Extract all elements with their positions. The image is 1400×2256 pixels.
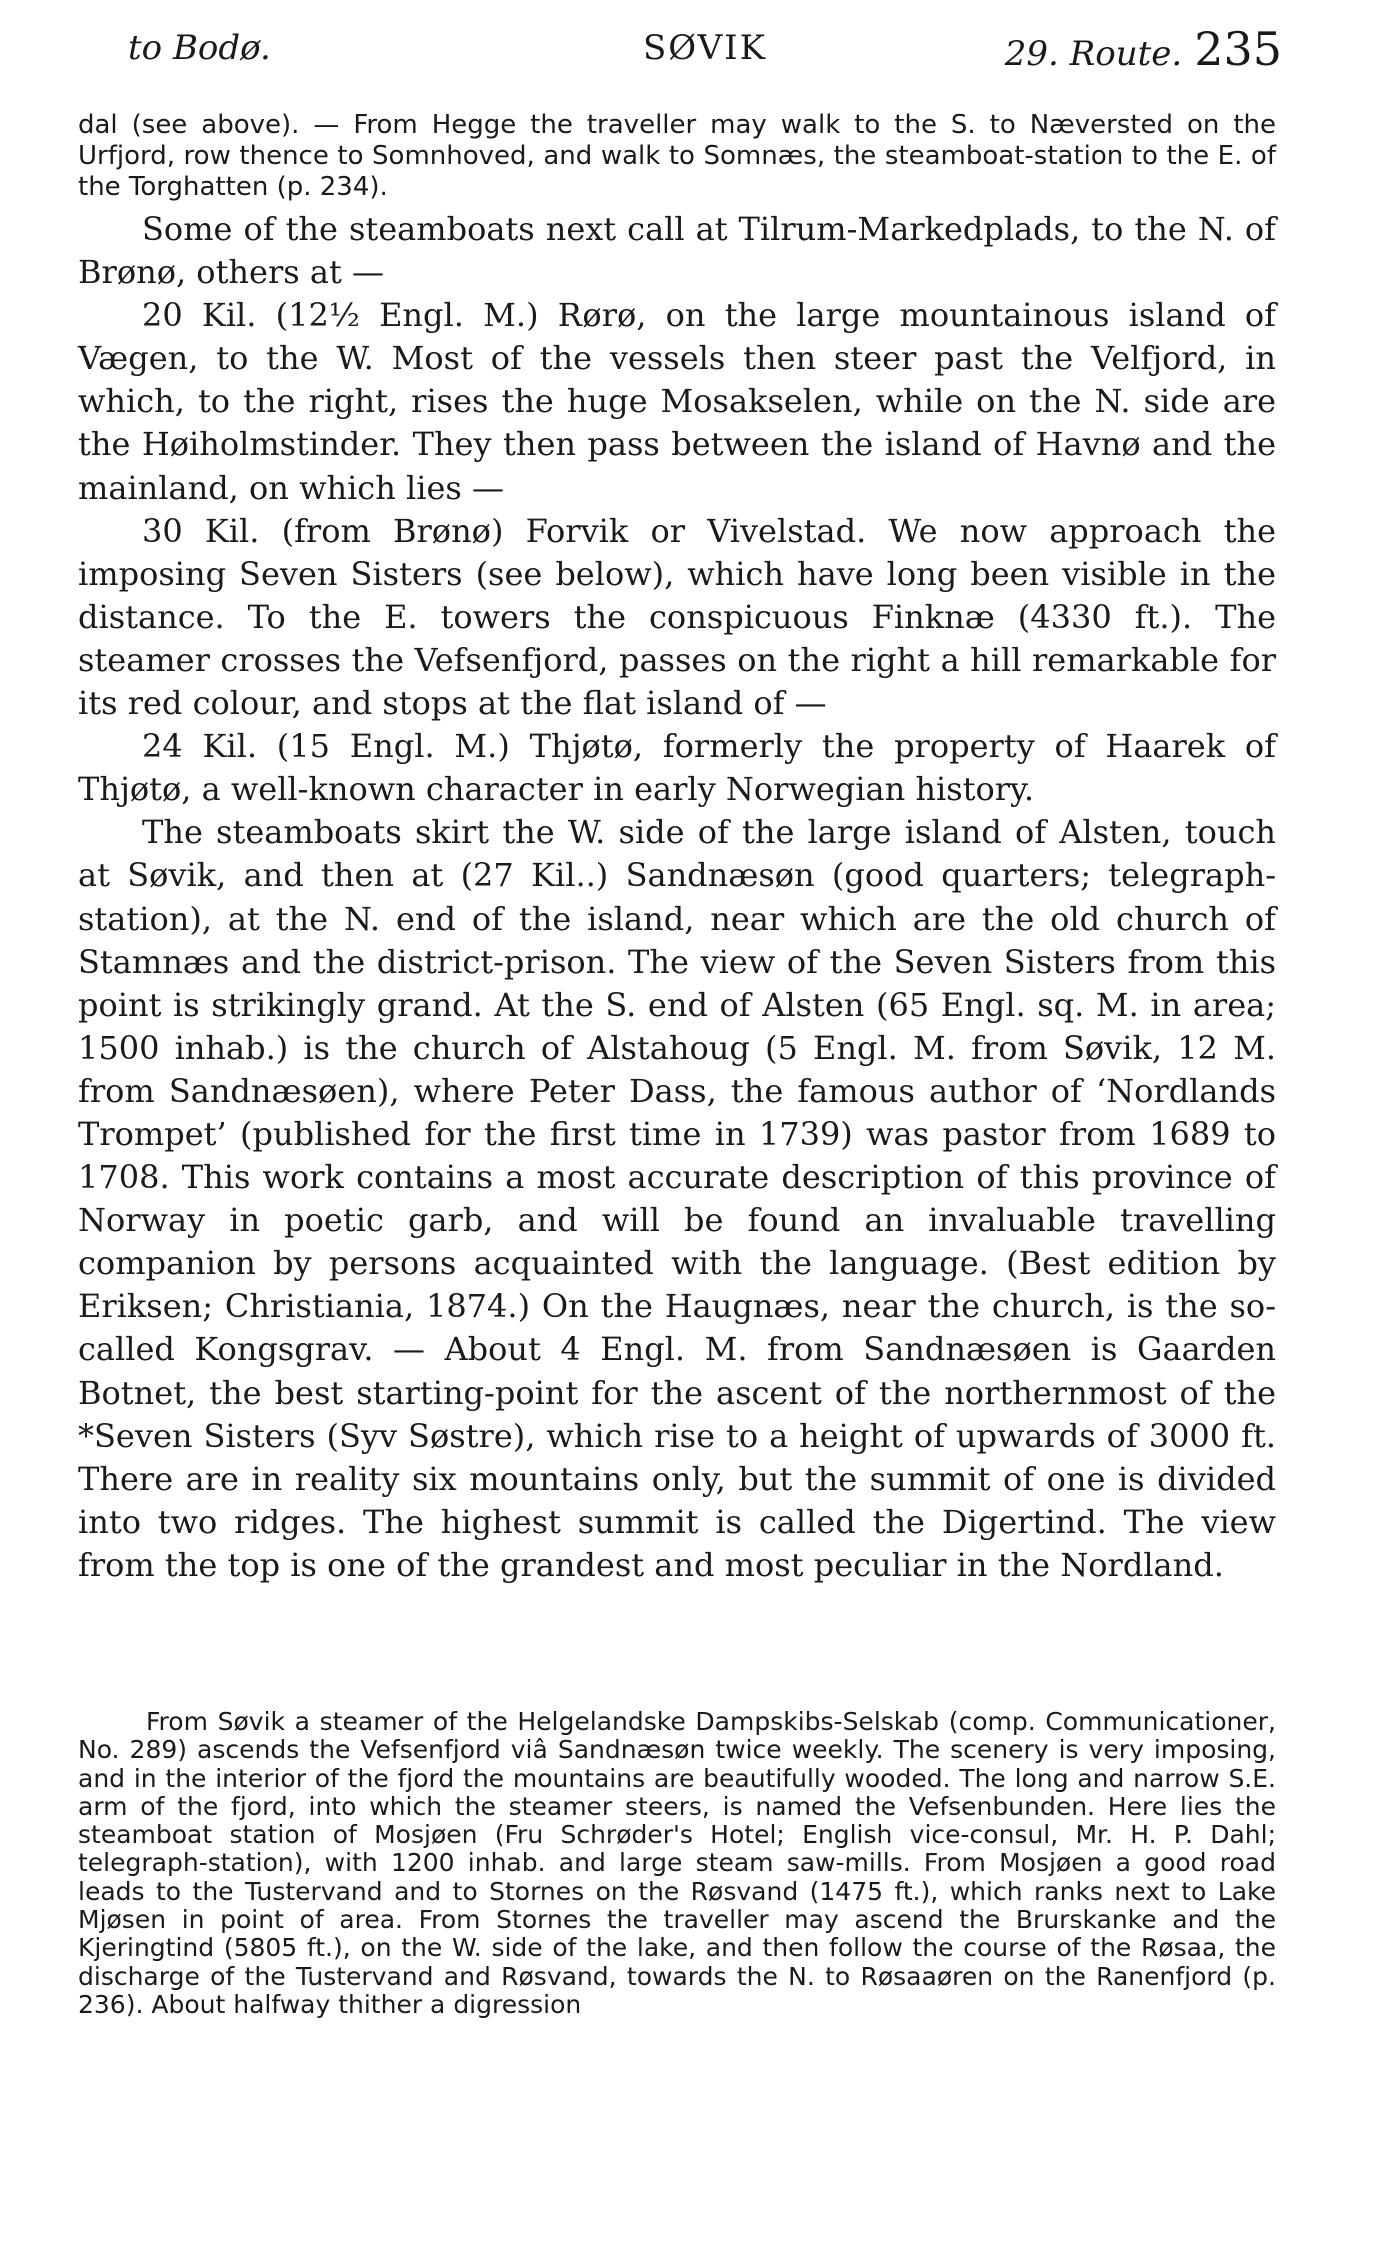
paragraph: 20 Kil. (12½ Engl. M.) Rørø, on the large mountainous island of Vægen, to the W. Most of the vessels then steer past the Velfjord, in which, to the right, rises the huge Mosakselen, while on the N. side are the Høiholmstinder. They then pass between the island of Havnø and the mainland, on which lies — [78, 296, 1276, 507]
running-head-right [1005, 22, 1282, 76]
paragraph: 24 Kil. (15 Engl. M.) Thjøtø, formerly the property of Haarek of Thjøtø, a well-known character in early Norwegian history. [78, 727, 1276, 809]
paragraph: 30 Kil. (from Brønø) Forvik or Vivelstad. We now approach the imposing Seven Sisters (see below), which have long been visible in the distance. To the E. towers the conspicuous Finknæ (4330 ft.). The steamer crosses the Vefsenfjord, passes on the right a hill remarkable for its red colour, and stops at the flat island of — [78, 511, 1276, 723]
running-head-left: to Bodø. [128, 28, 271, 68]
page-header [128, 22, 1282, 78]
main-text [78, 208, 1276, 1587]
intro-paragraph: dal (see above). — From Hegge the traveller may walk to the S. to Næversted on the Urfjord, row thence to Somnhoved, and walk to Somnæs, the steamboat-station to the E. of the Torghatten (p. 234). [78, 110, 1276, 202]
small-print-paragraph [78, 1708, 1276, 2019]
running-head-title: SØVIK [643, 28, 767, 68]
paragraph: Some of the steamboats next call at Tilrum-Markedplads, to the N. of Brønø, others at — [78, 210, 1276, 292]
paragraph: From Søvik a steamer of the Helgelandske Dampskibs-Selskab (comp. Communicationer, No. 289) ascends the Vefsenfjord viâ Sandnæsøn twice weekly. The scenery is very imposing, and in the interior of the fjord the mountains are beautifully wooded. The long and narrow S.E. arm of the fjord, into which the steamer steers, is named the Vefsenbunden. Here lies the steamboat station of Mosjøen (Fru Schrøder's Hotel; English vice-consul, Mr. H. P. Dahl; telegraph-station), with 1200 inhab. and large steam saw-mills. From Mosjøen a good road leads to the Tustervand and to Stornes on the Røsvand (1475 ft.), which ranks next to Lake Mjøsen in point of area. From Stornes the traveller may ascend the Brurskanke and the Kjeringtind (5805 ft.), on the W. side of the lake, and then follow the course of the Røsaa, the discharge of the Tustervand and Røsvand, towards the N. to Røsaaøren on the Ranenfjord (p. 236). About halfway thither a digression [78, 1707, 1276, 2019]
page-number: 235 [1194, 22, 1282, 76]
paragraph: The steamboats skirt the W. side of the large island of Alsten, touch at Søvik, and then at (27 Kil..) Sandnæsøn (good quarters; telegraph-station), at the N. end of the island, near which are the old church of Stamnæs and the district-prison. The view of the Seven Sisters from this point is strikingly grand. At the S. end of Alsten (65 Engl. sq. M. in area; 1500 inhab.) is the church of Alstahoug (5 Engl. M. from Søvik, 12 M. from Sandnæsøen), where Peter Dass, the famous author of ‘Nordlands Trompet’ (published for the first time in 1739) was pastor from 1689 to 1708. This work contains a most accurate description of this province of Norway in poetic garb, and will be found an invaluable travelling companion by persons acquainted with the language. (Best edition by Eriksen; Christiania, 1874.) On the Haugnæs, near the church, is the so-called Kongsgrav. — About 4 Engl. M. from Sandnæsøen is Gaarden Botnet, the best starting-point for the ascent of the northernmost of the *Seven Sisters (Syv Søstre), which rise to a height of upwards of 3000 ft. There are in reality six mountains only, but the summit of one is divided into two ridges. The highest summit is called the Digertind. The view from the top is one of the grandest and most peculiar in the Nordland. [78, 813, 1276, 1584]
route-label: 29. Route. [1004, 34, 1183, 74]
